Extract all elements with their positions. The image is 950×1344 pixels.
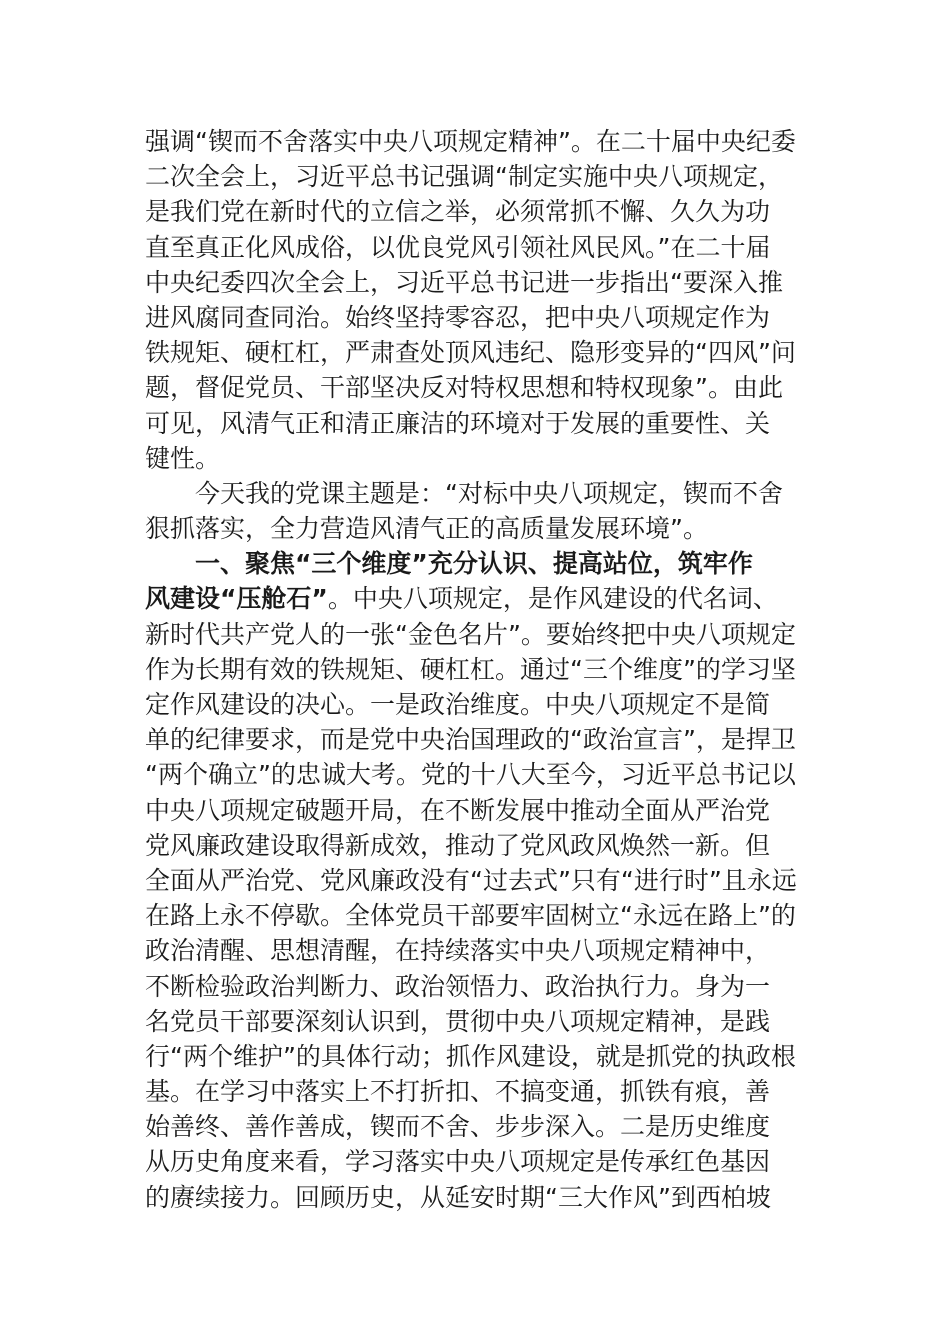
- text-line: 题，督促党员、干部坚决反对特权思想和特权现象”。由此: [145, 373, 783, 403]
- section-heading-tail: 风建设“压舱石”: [145, 584, 328, 614]
- text-line: 政治清醒、思想清醒，在持续落实中央八项规定精神中，: [145, 936, 771, 966]
- text-line: 新时代共产党人的一张“金色名片”。要始终把中央八项规定: [145, 619, 796, 649]
- text-line-fragment: 。中央八项规定，是作风建设的代名词、: [327, 584, 778, 614]
- text-line: 基。在学习中落实上不打折扣、不搞变通，抓铁有痕，善: [145, 1077, 771, 1107]
- text-line: 名党员干部要深刻认识到，贯彻中央八项规定精神，是践: [145, 1006, 771, 1036]
- text-line: 的赓续接力。回顾历史，从延安时期“三大作风”到西柏坡: [145, 1182, 771, 1212]
- text-line: 可见，风清气正和清正廉洁的环境对于发展的重要性、关: [145, 408, 771, 438]
- body-text: [145, 124, 810, 1215]
- text-line: 强调“锲而不舍落实中央八项规定精神”。在二十届中央纪委: [145, 127, 796, 156]
- text-line: 狠抓落实，全力营造风清气正的高质量发展环境”。: [145, 514, 708, 544]
- text-line: 进风腐同查同治。始终坚持零容忍，把中央八项规定作为: [145, 302, 771, 332]
- text-line: 作为长期有效的铁规矩、硬杠杠。通过“三个维度”的学习坚: [145, 654, 796, 684]
- text-line: 中央纪委四次全会上，习近平总书记进一步指出“要深入推: [145, 267, 783, 297]
- text-line: 从历史角度来看，学习落实中央八项规定是传承红色基因: [145, 1147, 771, 1177]
- text-line: 直至真正化风成俗，以优良党风引领社风民风。”在二十届: [145, 232, 771, 262]
- section-heading-continued-line: [145, 581, 810, 616]
- text-line: “两个确立”的忠诚大考。党的十八大至今，习近平总书记以: [145, 760, 796, 790]
- text-line: 在路上永不停歇。全体党员干部要牢固树立“永远在路上”的: [145, 901, 796, 931]
- text-line: 行“两个维护”的具体行动；抓作风建设，就是抓党的执政根: [145, 1041, 796, 1071]
- text-line: 是我们党在新时代的立信之举，必须常抓不懈、久久为功: [145, 197, 771, 227]
- text-line: 不断检验政治判断力、政治领悟力、政治执行力。身为一: [145, 971, 771, 1001]
- text-line: 党风廉政建设取得新成效，推动了党风政风焕然一新。但: [145, 830, 771, 860]
- text-line: 二次全会上，习近平总书记强调“制定实施中央八项规定，: [145, 162, 783, 192]
- text-line: 始善终、善作善成，锲而不舍、步步深入。二是历史维度: [145, 1112, 771, 1142]
- text-line: 中央八项规定破题开局，在不断发展中推动全面从严治党: [145, 795, 771, 825]
- text-line: 全面从严治党、党风廉政没有“过去式”只有“进行时”且永远: [145, 865, 797, 895]
- section-heading-line: 一、聚焦“三个维度”充分认识、提高站位，筑牢作: [195, 549, 753, 579]
- text-line: 铁规矩、硬杠杠，严肃查处顶风违纪、隐形变异的“四风”问: [145, 338, 796, 368]
- text-line: 定作风建设的决心。一是政治维度。中央八项规定不是简: [145, 690, 771, 719]
- text-line: 单的纪律要求，而是党中央治国理政的“政治宣言”，是捍卫: [145, 725, 796, 755]
- text-line: 键性。: [145, 443, 221, 473]
- text-line-paragraph-start: 今天我的党课主题是：“对标中央八项规定，锲而不舍: [195, 478, 783, 508]
